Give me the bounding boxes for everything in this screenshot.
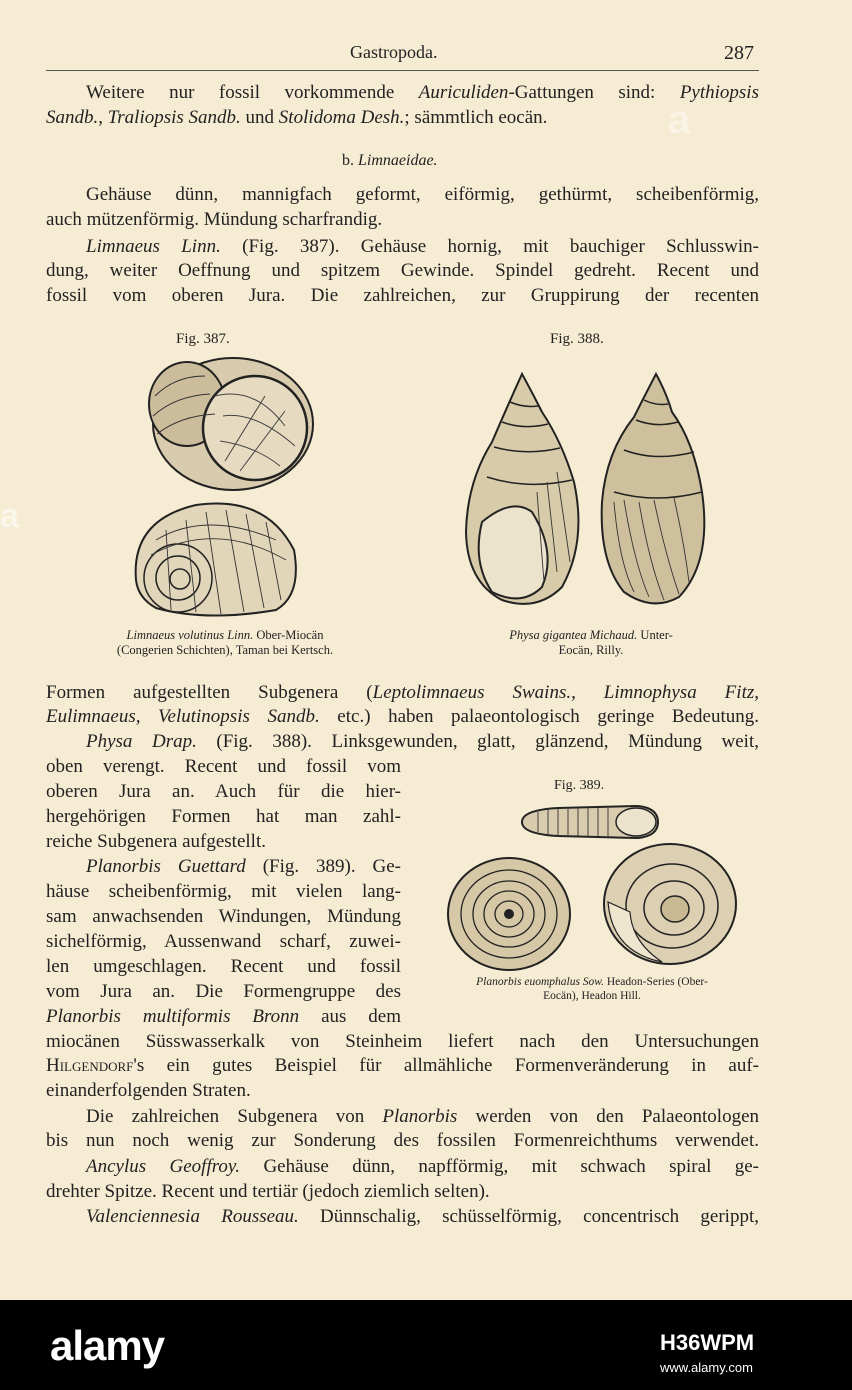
planorbis-shell-edge-illustration xyxy=(518,802,660,842)
watermark-mark: a xyxy=(668,98,691,142)
page-number: 287 xyxy=(724,42,754,64)
fig-389-caption: Planorbis euomphalus Sow. Headon-Series (Ober- Eocän), Headon Hill. xyxy=(476,976,708,1002)
paragraph-line: Hilgendorf's ein gutes Beispiel für allmähliche Formenveränderung in auf- xyxy=(46,1055,759,1076)
paragraph-line: drehter Spitze. Recent und tertiär (jedoch ziemlich selten). xyxy=(46,1181,490,1202)
image-id: H36WPM xyxy=(660,1330,755,1355)
paragraph-line: Physa Drap. (Fig. 388). Linksgewunden, glatt, glänzend, Mündung weit, xyxy=(86,731,759,752)
paragraph-line: dung, weiter Oeffnung und spitzem Gewinde. Spindel gedreht. Recent und xyxy=(46,260,759,281)
paragraph-line: len umgeschlagen. Recent und fossil xyxy=(46,956,401,977)
paragraph-line: Gehäuse dünn, mannigfach geformt, eiförmig, gethürmt, scheibenförmig, xyxy=(86,184,759,205)
watermark-mark: a xyxy=(0,497,19,535)
paragraph-line: sam anwachsenden Windungen, Mündung xyxy=(46,906,401,927)
paragraph-line: häuse scheibenförmig, mit vielen lang- xyxy=(46,881,401,902)
fig-387-caption: Limnaeus volutinus Linn. Ober-Miocän (Congerien Schichten), Taman bei Kertsch. xyxy=(116,628,334,657)
planorbis-shell-aperture-illustration xyxy=(602,842,738,966)
stock-logo: alamy xyxy=(50,1322,165,1369)
physa-shell-aperture-illustration xyxy=(462,372,584,606)
paragraph-line: bis nun noch wenig zur Sonderung des fossilen Formenreichthums verwendet. xyxy=(46,1130,759,1151)
limnaeus-shell-side-illustration xyxy=(126,500,302,620)
paragraph-line: Planorbis multiformis Bronn aus dem xyxy=(46,1006,401,1027)
paragraph-line: oben verengt. Recent und fossil vom xyxy=(46,756,401,777)
paragraph-line: vom Jura an. Die Formengruppe des xyxy=(46,981,401,1002)
paragraph-line: Weitere nur fossil vorkommende Auriculiden-Gattungen sind: Pythiopsis xyxy=(86,82,759,103)
stock-footer-bar xyxy=(0,1300,852,1390)
limnaeus-shell-top-illustration xyxy=(145,356,315,494)
paragraph-line: hergehörigen Formen hat man zahl- xyxy=(46,806,401,827)
paragraph-line: Sandb., Traliopsis Sandb. und Stolidoma Desh.; sämmtlich eocän. xyxy=(46,107,548,128)
paragraph-line: Eulimnaeus, Velutinopsis Sandb. etc.) haben palaeontologisch geringe Bedeutung. xyxy=(46,706,759,727)
paragraph-line: auch mützenförmig. Mündung scharfrandig. xyxy=(46,209,383,230)
fig-387-label: Fig. 387. xyxy=(176,331,230,347)
section-heading: b. Limnaeidae. xyxy=(342,152,438,169)
paragraph-line: miocänen Süsswasserkalk von Steinheim liefert nach den Untersuchungen xyxy=(46,1031,759,1052)
paragraph-line: reiche Subgenera aufgestellt. xyxy=(46,831,266,852)
fig-389-label: Fig. 389. xyxy=(554,778,605,793)
paragraph-line: Valenciennesia Rousseau. Dünnschalig, schüsselförmig, concentrisch gerippt, xyxy=(86,1206,759,1227)
fig-388-label: Fig. 388. xyxy=(550,331,604,347)
paragraph-line: oberen Jura an. Auch für die hier- xyxy=(46,781,401,802)
paragraph-line: einanderfolgenden Straten. xyxy=(46,1080,251,1101)
paragraph-line: Planorbis Guettard (Fig. 389). Ge- xyxy=(86,856,402,877)
stock-url: www.alamy.com xyxy=(660,1360,753,1375)
paragraph-line: Limnaeus Linn. (Fig. 387). Gehäuse hornig, mit bauchiger Schlusswin- xyxy=(86,236,760,257)
paragraph-line: Ancylus Geoffroy. Gehäuse dünn, napfförmig, mit schwach spiral ge- xyxy=(86,1156,759,1177)
paragraph-line: fossil vom oberen Jura. Die zahlreichen, zur Gruppirung der recenten xyxy=(46,285,759,306)
header-rule xyxy=(46,70,759,71)
paragraph-line: Formen aufgestellten Subgenera (Leptolimnaeus Swains., Limnophysa Fitz, xyxy=(46,682,759,703)
paragraph-line: Die zahlreichen Subgenera von Planorbis werden von den Palaeontologen xyxy=(86,1106,759,1127)
paragraph-line: sichelförmig, Aussenwand scharf, zuwei- xyxy=(46,931,401,952)
planorbis-shell-top-illustration xyxy=(446,856,572,972)
fig-388-caption: Physa gigantea Michaud. Unter- Eocän, Rilly. xyxy=(509,628,673,657)
running-header: Gastropoda. xyxy=(350,42,438,62)
physa-shell-back-illustration xyxy=(594,372,710,608)
